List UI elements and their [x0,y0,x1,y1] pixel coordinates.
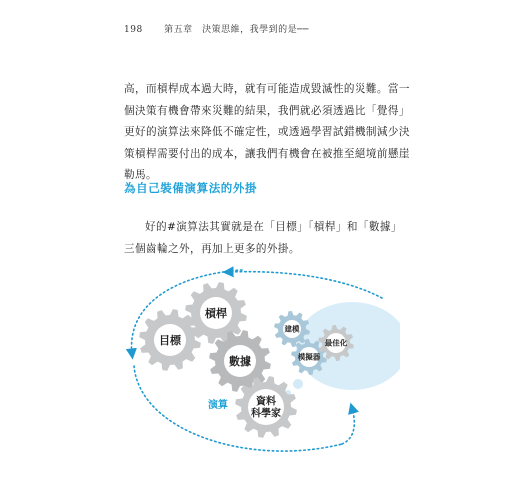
algorithm-gears-diagram [120,262,400,472]
gear-data-scientist-label: 資料 [256,396,276,408]
paragraph-line: 勒馬。 [124,169,157,181]
bubble-gear-modeling-label: 建模 [284,324,300,334]
bubble-gear-optimization-label: 最佳化 [324,338,348,348]
gear-goal-label: 目標 [159,333,181,347]
chapter-title: 第五章 決策思維，我學到的是── [164,25,309,35]
section-heading: 為自己裝備演算法的外掛 [124,181,258,195]
page-header [124,22,309,35]
paragraph-2 [124,217,402,260]
page-number: 198 [124,25,143,35]
paragraph-line: 三個齒輪之外，再加上更多的外掛。 [124,242,300,255]
cycle-arrow-top [228,272,382,298]
bubble-gear-simulator-label: 模擬器 [297,352,321,362]
paragraph-line: 好的#演算法其實就是在「目標」「槓桿」和「數據」 [145,221,402,233]
gear-data-scientist-label: 科學家 [251,408,281,420]
paragraph-line: 高，而槓桿成本過大時，就有可能造成毀滅性的災難。當一 [124,83,410,95]
cycle-label: 演算 [208,400,228,411]
paragraph-line: 更好的演算法來降低不確定性，或透過學習試錯機制減少決 [124,126,410,138]
paragraph-1 [124,79,410,187]
bubble-tail-large [293,379,303,389]
paragraph-line: 個決策有機會帶來災難的結果，我們就必須透過比「覺得」 [124,104,410,117]
paragraph-line: 策槓桿需要付出的成本，讓我們有機會在被推至絕境前懸崖 [124,147,410,160]
bubble-gear-modeling [274,311,310,347]
cycle-arrow-right [342,408,354,444]
gear-data-label: 數據 [229,354,251,368]
gear-leverage-label: 槓桿 [205,306,227,320]
